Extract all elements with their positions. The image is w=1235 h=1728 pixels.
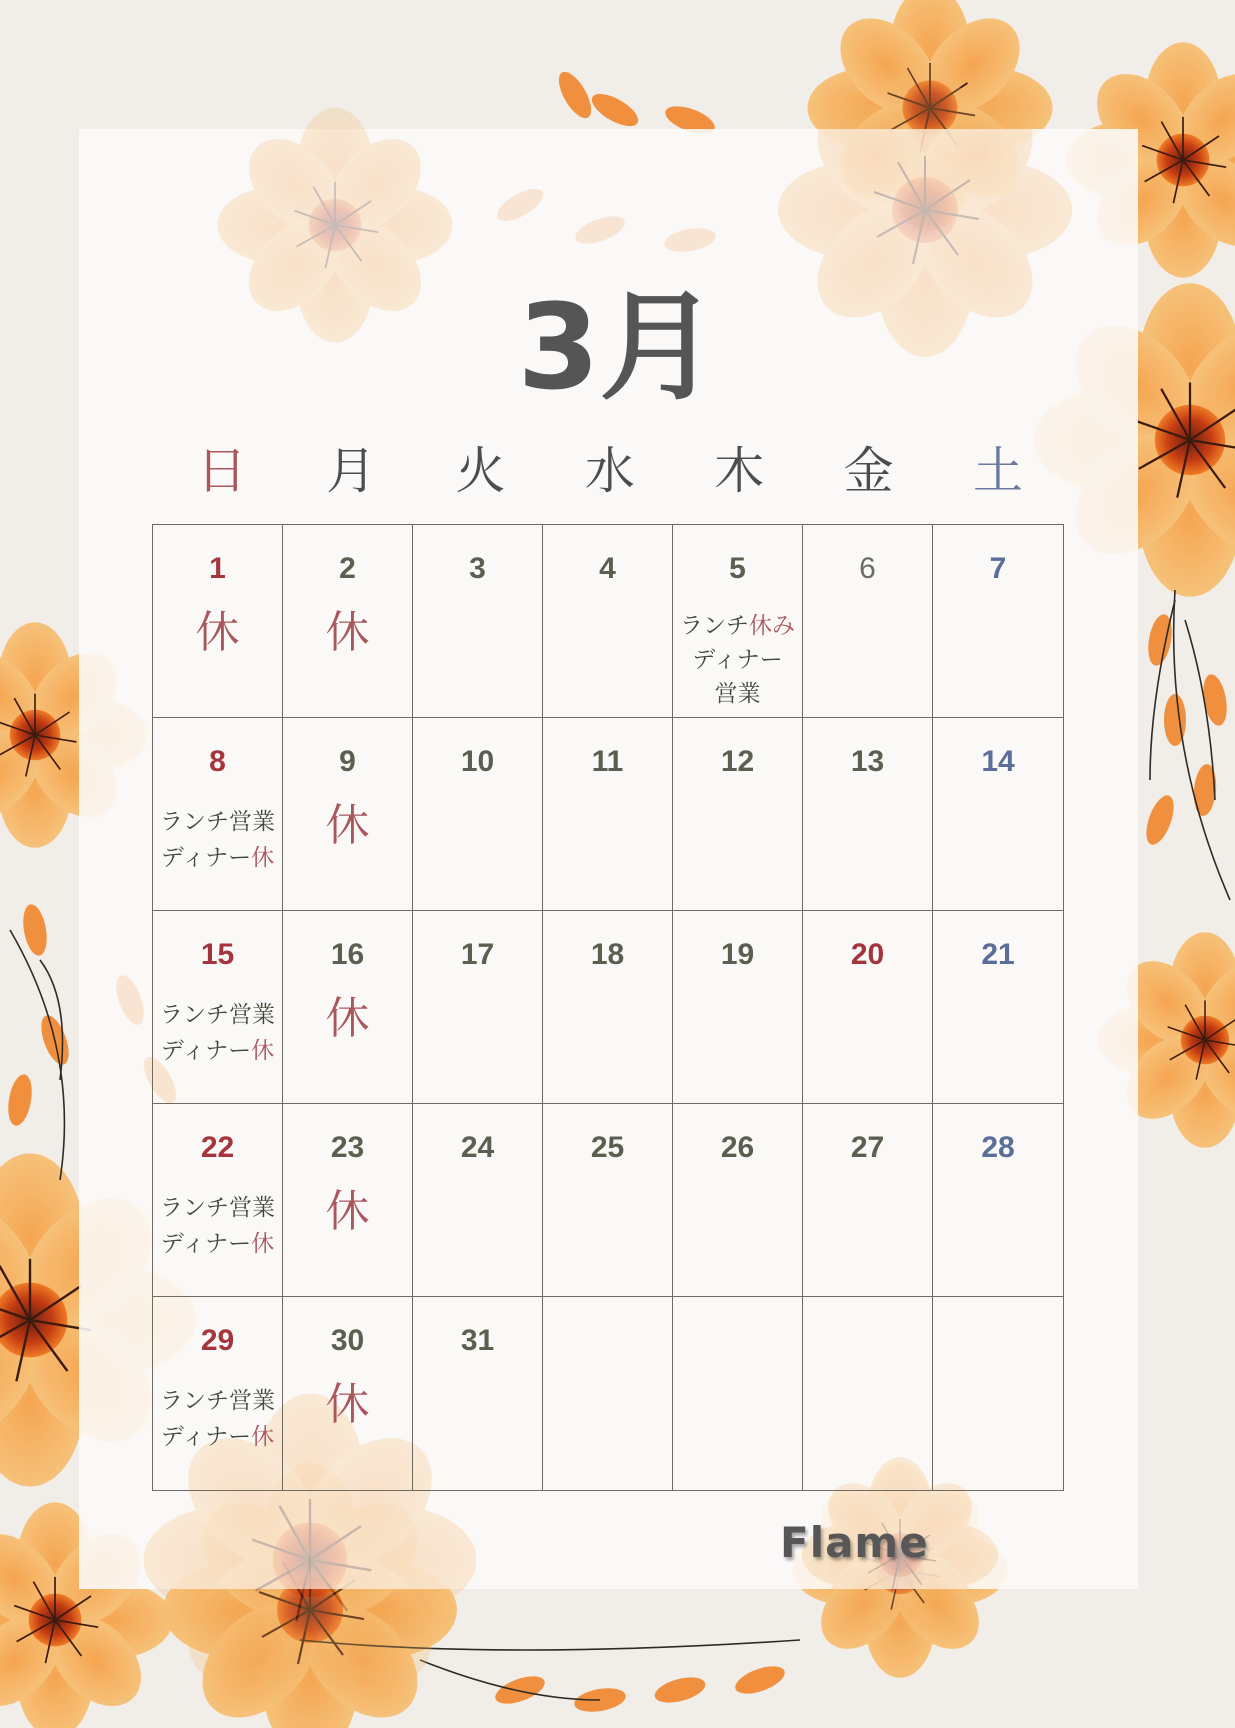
- day-number: 13: [850, 745, 885, 778]
- day-note: [153, 1383, 282, 1455]
- month-title: 3月: [517, 278, 718, 416]
- weekday-tue: 火: [455, 442, 506, 500]
- note-lunch-status: 休み: [749, 613, 795, 639]
- closed-mark: 休: [325, 1379, 370, 1430]
- day-number: 30: [330, 1324, 365, 1357]
- day-cell: [803, 525, 933, 718]
- day-note: [153, 804, 282, 876]
- day-number: 29: [200, 1324, 235, 1357]
- day-number: 26: [720, 1131, 755, 1164]
- day-cell: [413, 525, 543, 718]
- note-dinner-status: 休: [251, 1424, 275, 1450]
- day-cell: [803, 911, 933, 1104]
- day-cell: [153, 911, 283, 1104]
- day-cell: [803, 718, 933, 911]
- day-cell: [153, 1104, 283, 1297]
- day-number: 14: [981, 745, 1015, 778]
- day-number: 1: [209, 552, 226, 585]
- day-cell: [673, 525, 803, 718]
- note-dinner-status: 休: [251, 845, 275, 871]
- closed-mark: 休: [325, 993, 370, 1044]
- day-note: [153, 997, 282, 1069]
- day-number: 27: [850, 1131, 885, 1164]
- day-cell: [283, 1104, 413, 1297]
- note-dinner: ディナー: [692, 647, 783, 673]
- day-number: 25: [590, 1131, 625, 1164]
- day-cell: [153, 1297, 283, 1490]
- day-number: 15: [200, 938, 235, 971]
- day-cell: [933, 1104, 1063, 1297]
- note-lunch: ランチ営業: [160, 1002, 275, 1028]
- day-note: [153, 1190, 282, 1262]
- day-cell: [673, 911, 803, 1104]
- day-cell: [803, 1297, 933, 1490]
- weekday-wed: 水: [584, 442, 635, 500]
- day-number: 22: [200, 1131, 235, 1164]
- day-cell: [283, 718, 413, 911]
- day-number: 9: [339, 745, 356, 778]
- day-cell: [413, 1104, 543, 1297]
- closed-mark: 休: [325, 607, 370, 658]
- weekday-thu: 木: [714, 442, 765, 500]
- note-lunch: ランチ: [680, 613, 749, 639]
- day-number: 20: [850, 938, 885, 971]
- closed-mark: 休: [195, 607, 240, 658]
- day-cell: [673, 718, 803, 911]
- weekday-fri: 金: [843, 442, 894, 500]
- note-lunch: ランチ営業: [160, 809, 275, 835]
- day-cell: [413, 1297, 543, 1490]
- note-dinner-status: 休: [251, 1231, 275, 1257]
- brand-logo: Flame: [780, 1518, 929, 1567]
- day-cell: [543, 1297, 673, 1490]
- weekday-sat: 土: [973, 442, 1024, 500]
- note-dinner: ディナー: [160, 1231, 252, 1257]
- note-dinner-status: 営業: [714, 681, 761, 707]
- day-number: 6: [859, 552, 876, 585]
- day-cell: [933, 525, 1063, 718]
- day-number: 31: [460, 1324, 495, 1357]
- day-number: 19: [720, 938, 755, 971]
- day-cell: [673, 1297, 803, 1490]
- note-dinner: ディナー: [160, 1424, 252, 1450]
- day-number: 17: [460, 938, 495, 971]
- day-number: 12: [720, 745, 755, 778]
- day-number: 28: [981, 1131, 1015, 1164]
- day-cell: [283, 911, 413, 1104]
- day-number: 5: [729, 552, 746, 585]
- day-cell: [933, 911, 1063, 1104]
- day-cell: [283, 1297, 413, 1490]
- note-dinner: ディナー: [160, 845, 252, 871]
- day-number: 18: [590, 938, 625, 971]
- day-cell: [933, 718, 1063, 911]
- day-cell: [153, 525, 283, 718]
- day-cell: [673, 1104, 803, 1297]
- note-lunch: ランチ営業: [160, 1388, 275, 1414]
- day-cell: [543, 1104, 673, 1297]
- note-dinner: ディナー: [160, 1038, 252, 1064]
- day-number: 8: [209, 745, 226, 778]
- day-number: 3: [469, 552, 486, 585]
- weekday-header: [157, 436, 1063, 506]
- day-number: 16: [330, 938, 365, 971]
- day-cell: [543, 911, 673, 1104]
- day-cell: [283, 525, 413, 718]
- note-lunch: ランチ営業: [160, 1195, 275, 1221]
- day-note: [673, 609, 802, 711]
- day-number: 2: [339, 552, 356, 585]
- day-cell: [413, 718, 543, 911]
- day-number: 24: [460, 1131, 495, 1164]
- day-cell: [153, 718, 283, 911]
- weekday-mon: 月: [326, 442, 377, 500]
- day-cell: [803, 1104, 933, 1297]
- weekday-sun: 日: [196, 442, 247, 500]
- day-cell: [543, 525, 673, 718]
- note-dinner-status: 休: [251, 1038, 275, 1064]
- closed-mark: 休: [325, 1186, 370, 1237]
- closed-mark: 休: [325, 800, 370, 851]
- day-number: 11: [591, 745, 624, 778]
- day-cell: [933, 1297, 1063, 1490]
- day-cell: [413, 911, 543, 1104]
- day-number: 7: [989, 552, 1007, 585]
- day-number: 10: [460, 745, 495, 778]
- day-number: 21: [981, 938, 1015, 971]
- day-cell: [543, 718, 673, 911]
- calendar-grid: [152, 524, 1064, 1491]
- day-number: 23: [330, 1131, 365, 1164]
- day-number: 4: [599, 552, 616, 585]
